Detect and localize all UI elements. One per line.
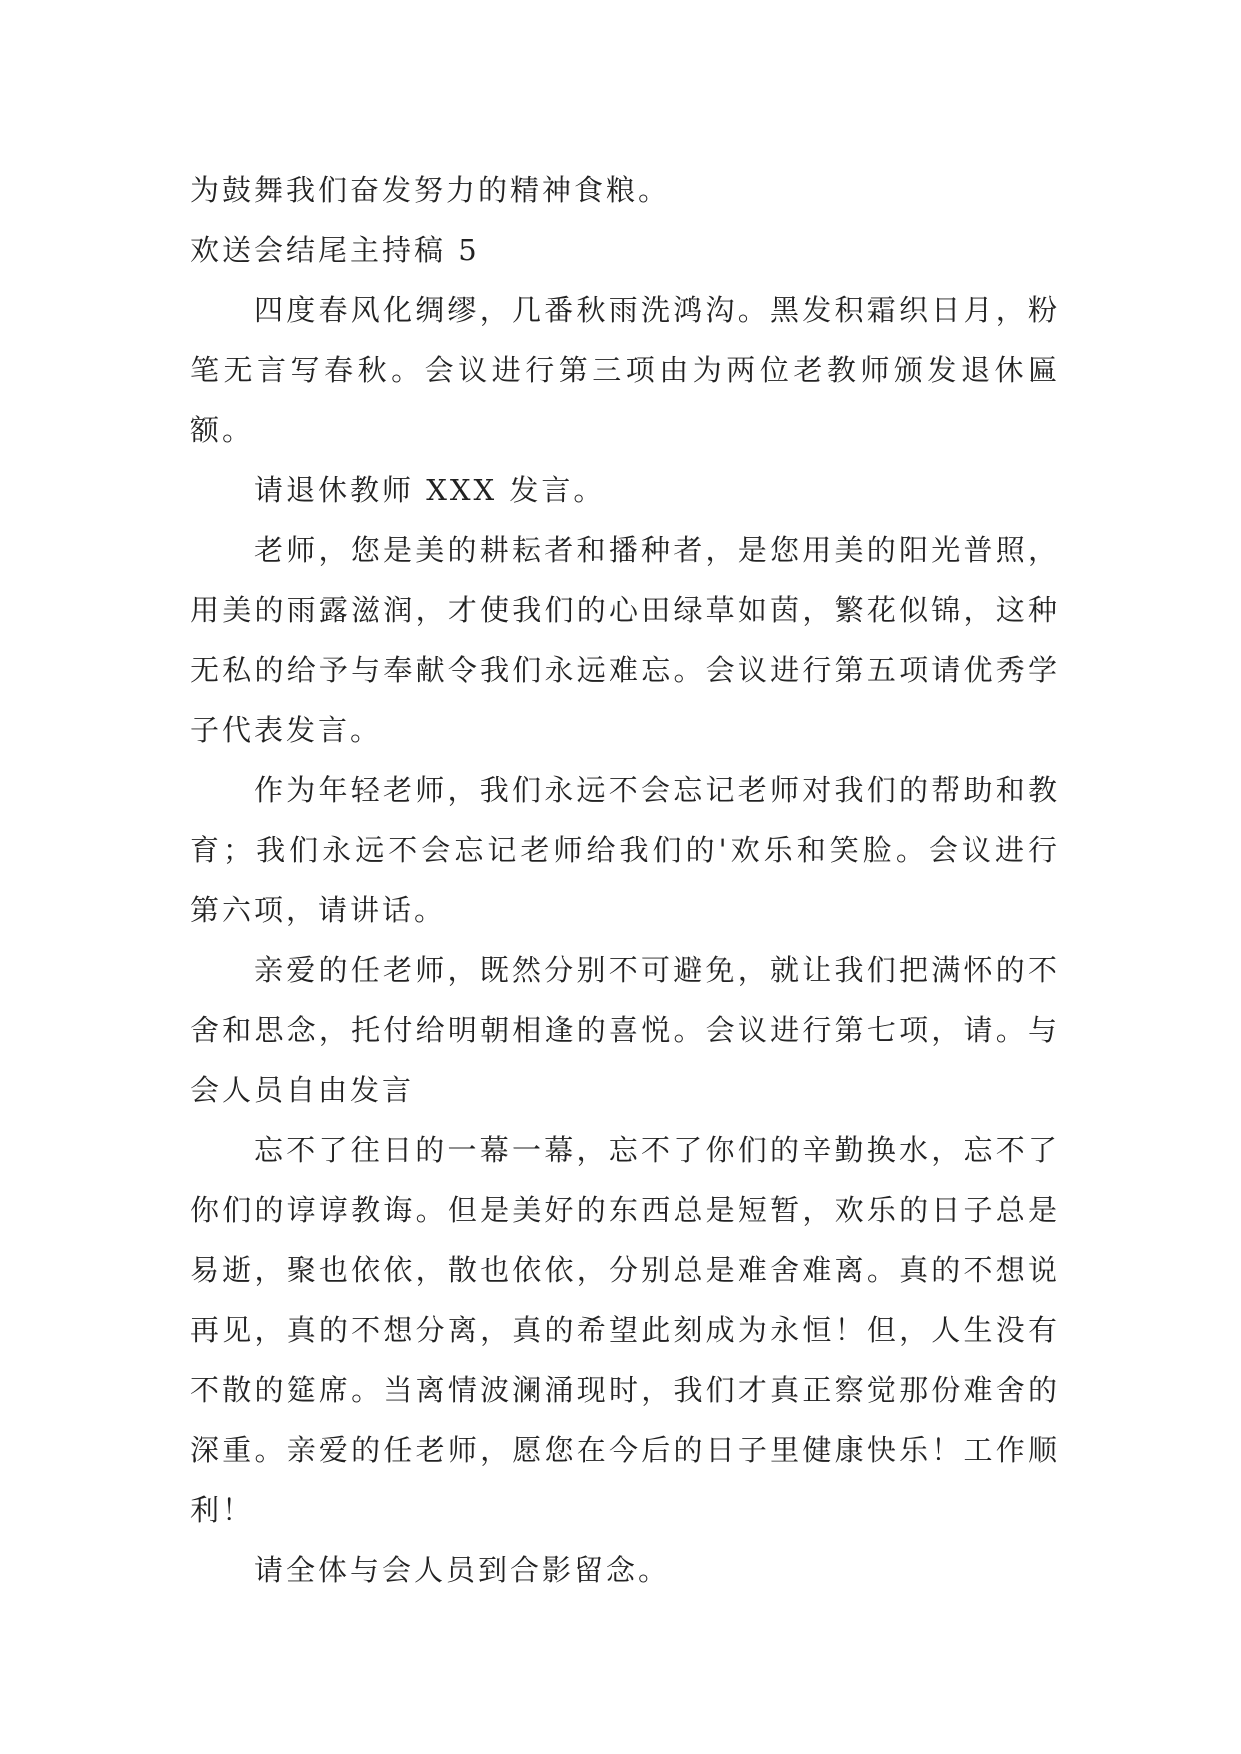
- opening-line: 为鼓舞我们奋发努力的精神食粮。: [190, 173, 671, 207]
- paragraph-2: 请退休教师 XXX 发言。: [254, 473, 606, 507]
- paragraph-1: 四度春风化绸缪，几番秋雨洗鸿沟。黑发积霜织日月，粉笔无言写春秋。会议进行第三项由为两位老教师颁发退休匾额。: [190, 293, 1060, 447]
- section-heading: 欢送会结尾主持稿 5: [190, 233, 480, 267]
- paragraph-7: 请全体与会人员到合影留念。: [254, 1553, 671, 1587]
- paragraph-4: 作为年轻老师，我们永远不会忘记老师对我们的帮助和教育；我们永远不会忘记老师给我们的'欢乐和笑脸。会议进行第六项，请讲话。: [190, 773, 1060, 927]
- paragraph-6: 忘不了往日的一幕一幕，忘不了你们的辛勤换水，忘不了你们的谆谆教诲。但是美好的东西总是短暂，欢乐的日子总是易逝，聚也依依，散也依依，分别总是难舍难离。真的不想说再见，真的不想分离，真的希望此刻成为永恒！但，人生没有不散的筵席。当离情波澜涌现时，我们才真正察觉那份难舍的深重。亲爱的任老师，愿您在今后的日子里健康快乐！工作顺利！: [190, 1133, 1060, 1527]
- document-body: [190, 160, 1060, 1600]
- paragraph-5: 亲爱的任老师，既然分别不可避免，就让我们把满怀的不舍和思念，托付给明朝相逢的喜悦。会议进行第七项，请。与会人员自由发言: [190, 953, 1060, 1107]
- paragraph-3: 老师，您是美的耕耘者和播种者，是您用美的阳光普照，用美的雨露滋润，才使我们的心田绿草如茵，繁花似锦，这种无私的给予与奉献令我们永远难忘。会议进行第五项请优秀学子代表发言。: [190, 533, 1060, 747]
